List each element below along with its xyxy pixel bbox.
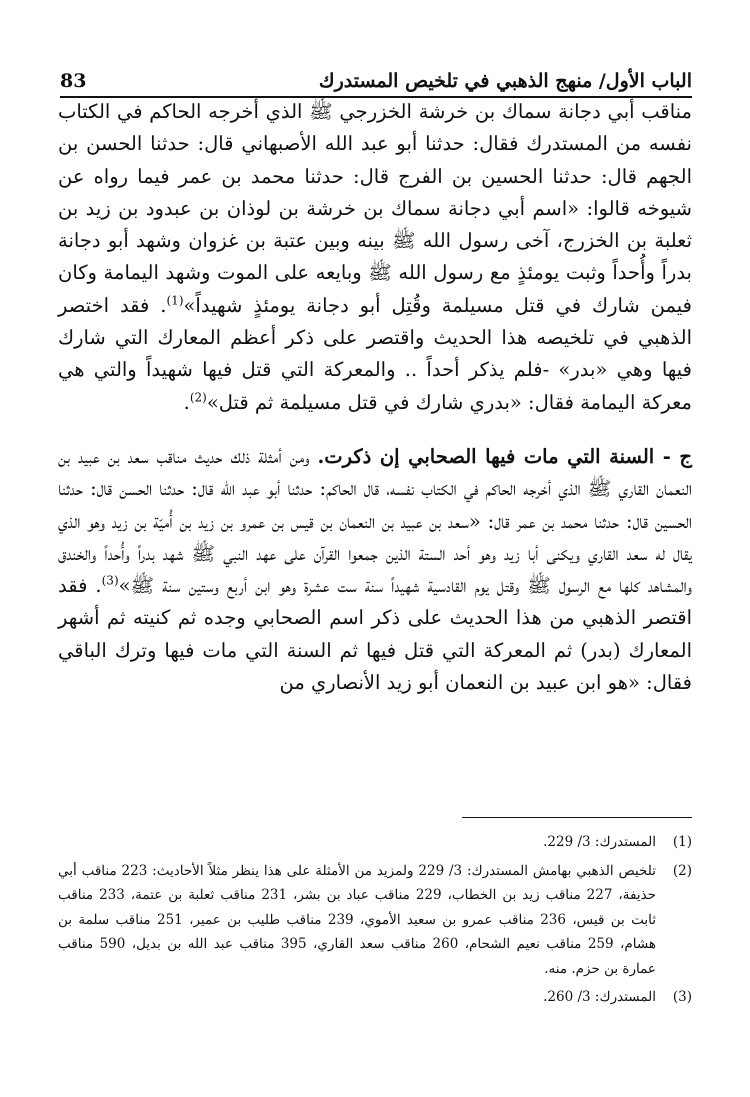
running-title: الباب الأول/ منهج الذهبي في تلخيص المستدرك (318, 70, 692, 92)
footnote-number: (2) (672, 862, 692, 879)
footnote (58, 830, 692, 855)
paragraph-death-year (58, 441, 692, 699)
section-heading: ج - السنة التي مات فيها الصحابي إن ذكرت. (317, 444, 692, 468)
paragraph-text: ومن أمثلة ذلك حديث مناقب سعد بن عبيد بن النعمان القاري ﷺ الذي أخرجه الحاكم في الكتاب نفسه، قال الحاكم: حدثنا أبو عبد الله قال: حدثنا الحسن قال: حدثنا الحسين قال: حدثنا محمد بن عمر قال: «سعد بن عبيد بن النعمان بن قيس بن عمرو بن زيد بن أُميّة بن زيد وهو الذي يقال له سعد القاري ويكنى أبا زيد وهو أحد الستة الذين جمعوا القرآن على عهد النبي ﷺ شهد بدراً وأُحداً والخندق والمشاهد كلها مع الرسول ﷺ وقتل يوم القادسية شهيداً سنة ست عشرة وهو ابن أربع وستين سنة ﷺ» (58, 444, 692, 598)
footnote-number: (3) (672, 989, 692, 1005)
footnote-text: المستدرك: 3/ 229. (543, 834, 656, 850)
paragraph-abu-dujana (58, 96, 692, 419)
footnote-text: تلخيص الذهبي بهامش المستدرك: 3/ 229 ولمزيد من الأمثلة على هذا ينظر مثلاً الأحاديث: 223 مناقب أبي حذيفة، 227 مناقب زيد بن الخطاب، 229 مناقب عباد بن بشر، 231 مناقب ثعلبة بن عتمة، 233 مناقب ثابت بن قيس، 236 مناقب عمرو بن سعيد الأموي، 239 مناقب طليب بن عمير، 251 مناقب سلمة بن هشام، 259 مناقب نعيم الشحام، 260 مناقب سعد القاري، 395 مناقب عبد الله بن بديل، 590 مناقب عمارة بن حزم. منه. (58, 862, 657, 977)
main-text (58, 96, 692, 699)
page-number: 83 (60, 70, 87, 92)
paragraph-text: . فقد اختصر الذهبي في تلخيصه هذا الحديث واقتصر على ذكر أعظم المعارك التي شارك فيها وهي «بدر» -فلم يذكر أحداً .. والمعركة التي قتل فيها شهيداً والتي هي معركة اليمامة فقال: «بدري شارك في قتل مسيلمة ثم قتل» (58, 293, 692, 414)
footnote-ref-3[interactable]: (3) (101, 573, 119, 588)
footnote-ref-1[interactable]: (1) (166, 293, 184, 308)
footnotes (58, 830, 692, 1014)
footnote (58, 859, 692, 982)
footnote (58, 985, 692, 1010)
paragraph-text: . (183, 390, 190, 414)
footnote-ref-2[interactable]: (2) (189, 390, 207, 405)
paragraph-text: مناقب أبي دجانة سماك بن خرشة الخزرجي ﷺ الذي أخرجه الحاكم في الكتاب نفسه من المستدرك فقال: حدثنا أبو عبد الله الأصبهاني قال: حدثنا الحسن بن الجهم قال: حدثنا الحسين بن الفرج قال: حدثنا محمد بن عمر فيما رواه عن شيوخه قالوا: «اسم أبي دجانة سماك بن خرشة بن لوذان بن عبدود بن زيد بن ثعلبة بن الخزرج، آخى رسول الله ﷺ بينه وبين عتبة بن غزوان وشهد أبو دجانة بدراً وأُحداً وثبت يومئذٍ مع رسول الله ﷺ وبايعه على الموت وشهد اليمامة وكان فيمن شارك في قتل مسيلمة وقُتِل أبو دجانة يومئذٍ شهيداً» (58, 100, 692, 317)
footnote-number: (1) (672, 834, 692, 850)
page-header (60, 52, 692, 98)
footnote-divider (462, 817, 692, 818)
paragraph-text: . فقد اقتصر الذهبي من هذا الحديث على ذكر اسم الصحابي وجده ثم كنيته ثم أشهر المعارك (بدر) ثم المعركة التي قتل فيها ثم السنة التي مات فيها وترك الباقي فقال: «هو ابن عبيد بن النعمان أبو زيد الأنصاري من (58, 574, 692, 695)
footnote-text: المستدرك: 3/ 260. (543, 989, 656, 1005)
